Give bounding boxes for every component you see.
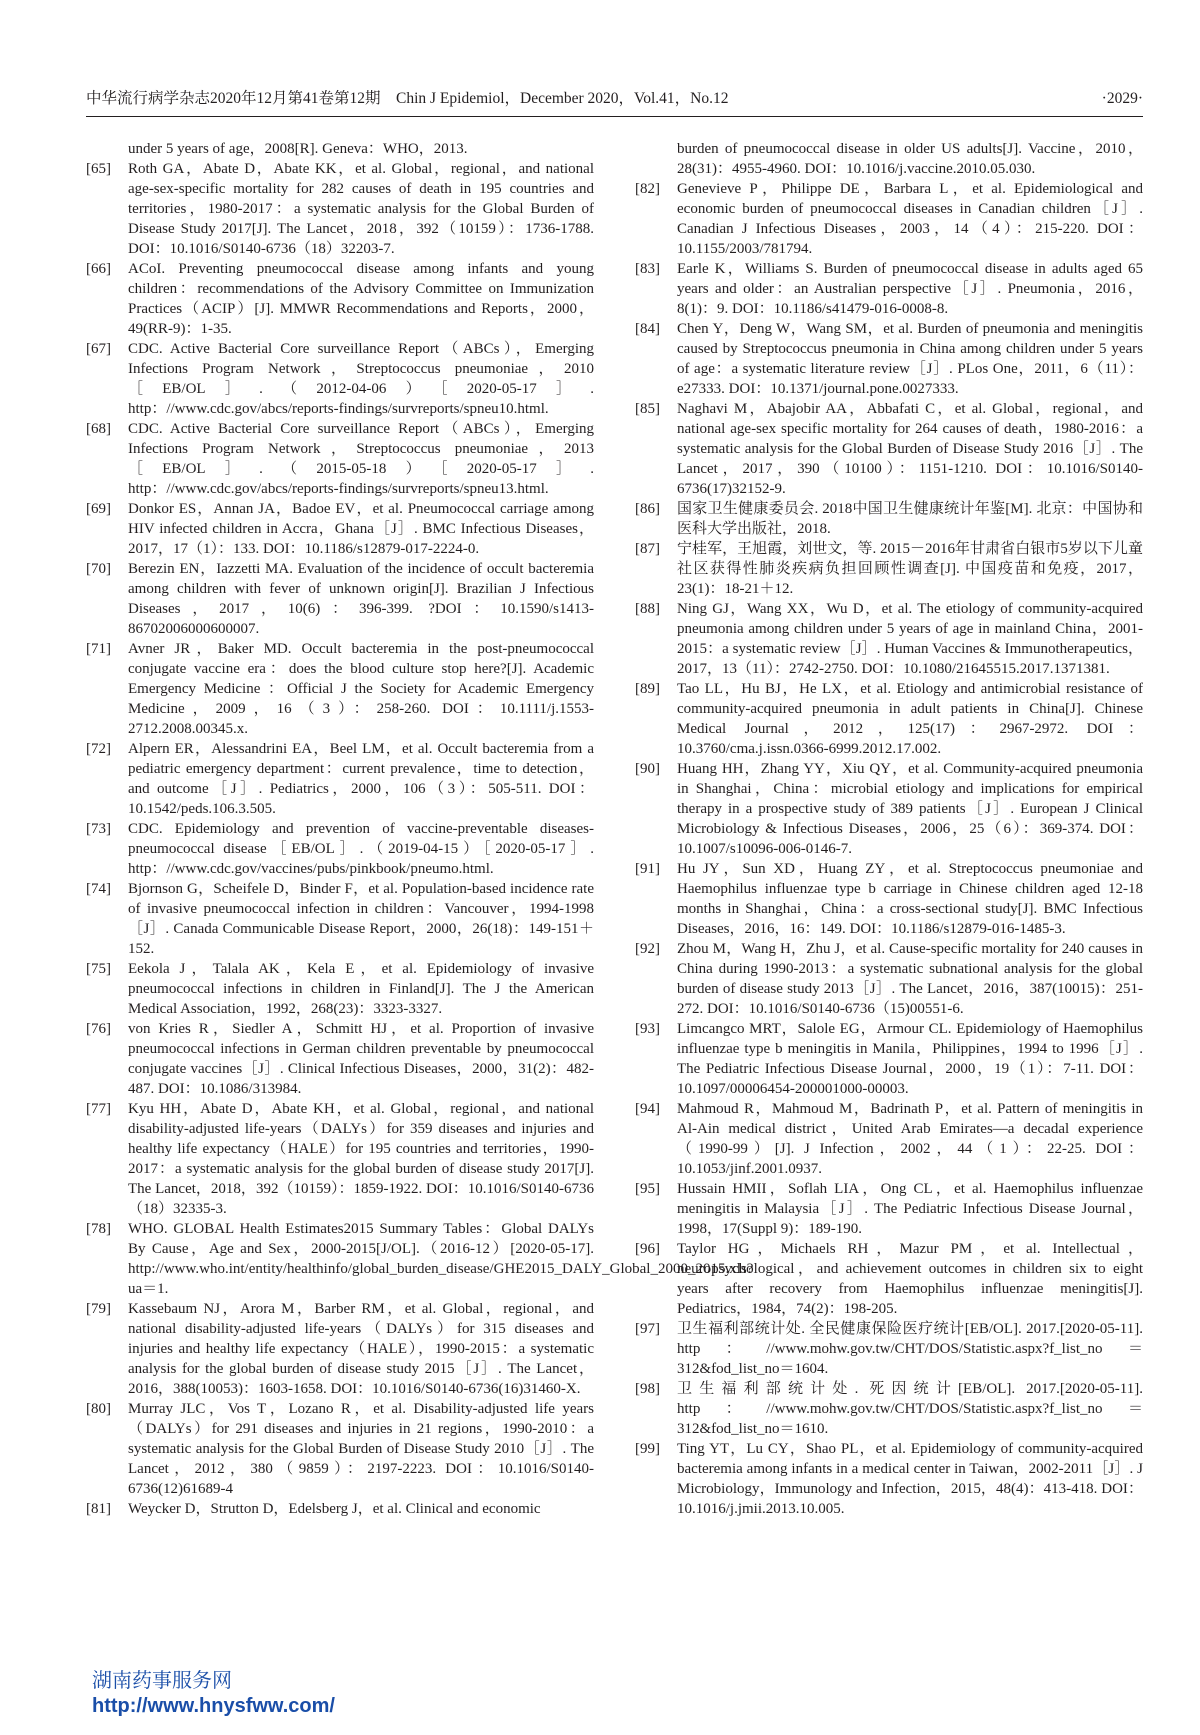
reference-entry <box>86 739 594 819</box>
reference-text: 卫生福利部统计处. 全民健康保险医疗统计[EB/OL]. 2017.[2020-05-11]. http：//www.mohw.gov.tw/CHT/DOS/Statistic.aspx?f_list_no＝312&fod_list_no＝1604. <box>677 1321 1143 1377</box>
reference-entry <box>86 1099 594 1219</box>
reference-entry <box>86 1399 594 1499</box>
reference-entry <box>86 819 594 879</box>
reference-entry <box>635 859 1143 939</box>
reference-number: [92] <box>635 941 660 957</box>
reference-entry <box>635 319 1143 399</box>
reference-number: [65] <box>86 161 111 177</box>
reference-number: [82] <box>635 181 660 197</box>
reference-number: [83] <box>635 261 660 277</box>
reference-number: [72] <box>86 741 111 757</box>
reference-number: [99] <box>635 1441 660 1457</box>
reference-number: [94] <box>635 1101 660 1117</box>
reference-entry <box>86 879 594 959</box>
reference-entry <box>86 1299 594 1399</box>
reference-text: Roth GA，Abate D，Abate KK，et al. Global，regional，and national age-sex-specific mortality for 282 causes of death in 195 countries and territories，1980-2017：a systematic analysis for the Global Burden of Disease Study 2017[J]. The Lancet，2018，392（10159）：1736-1788. DOI：10.1016/S0140-6736（18）32203-7. <box>128 161 594 257</box>
reference-text: Tao LL，Hu BJ，He LX，et al. Etiology and antimicrobial resistance of community-acquired pneumonia in adult patients in China[J]. Chinese Medical Journal，2012，125(17)：2967-2972. DOI：10.3760/cma.j.issn.0366-6999.2012.17.002. <box>677 681 1143 757</box>
reference-number: [71] <box>86 641 111 657</box>
reference-number: [80] <box>86 1401 111 1417</box>
reference-entry <box>635 1379 1143 1439</box>
reference-entry <box>86 639 594 739</box>
reference-entry <box>86 1019 594 1099</box>
reference-entry <box>86 499 594 559</box>
reference-number: [78] <box>86 1221 111 1237</box>
reference-entry <box>635 499 1143 539</box>
reference-text: Alpern ER，Alessandrini EA，Beel LM，et al. Occult bacteremia from a pediatric emergency department：current prevalence，time to detection，and outcome［J］. Pediatrics，2000，106（3）：505-511. DOI：10.1542/peds.106.3.505. <box>128 741 594 817</box>
reference-text: 国家卫生健康委员会. 2018中国卫生健康统计年鉴[M]. 北京：中国协和医科大学出版社，2018. <box>677 501 1143 537</box>
reference-text: Zhou M，Wang H，Zhu J，et al. Cause-specific mortality for 240 causes in China during 1990-2013：a systematic subnational analysis for the global burden of disease study 2013［J］. The Lancet，2016，387(10015)：251-272. DOI：10.1016/S0140-6736（15)00551-6. <box>677 941 1143 1017</box>
reference-entry <box>635 599 1143 679</box>
header-rule <box>86 116 1143 117</box>
reference-text: CDC. Active Bacterial Core surveillance Report（ABCs），Emerging Infections Program Network，Streptococcus pneumoniae，2010［EB/OL］.（2012-04-06）［2020-05-17］. http：//www.cdc.gov/abcs/reports-findings/survreports/spneu10.html. <box>128 341 594 417</box>
reference-entry <box>635 1019 1143 1099</box>
journal-citation: 中华流行病学杂志2020年12月第41卷第12期 Chin J Epidemiol，December 2020，Vol.41，No.12 <box>86 90 729 107</box>
reference-text: Limcangco MRT，Salole EG，Armour CL. Epidemiology of Haemophilus influenzae type b meningitis in Manila，Philippines，1994 to 1996［J］. The Pediatric Infectious Disease Journal，2000，19（1）：7-11. DOI：10.1097/00006454-200001000-00003. <box>677 1021 1143 1097</box>
reference-number: [74] <box>86 881 111 897</box>
reference-entry <box>86 559 594 639</box>
reference-number: [98] <box>635 1381 660 1397</box>
reference-number: [75] <box>86 961 111 977</box>
reference-entry <box>635 939 1143 1019</box>
reference-number: [69] <box>86 501 111 517</box>
reference-entry <box>635 679 1143 759</box>
reference-number: [90] <box>635 761 660 777</box>
reference-number: [85] <box>635 401 660 417</box>
reference-text: Hu JY，Sun XD，Huang ZY，et al. Streptococcus pneumoniae and Haemophilus influenzae type b carriage in Chinese children aged 12-18 months in Shanghai，China：a cross-sectional study[J]. BMC Infectious Diseases，2016，16：149. DOI：10.1186/s12879-016-1485-3. <box>677 861 1143 937</box>
reference-number: [95] <box>635 1181 660 1197</box>
reference-entry <box>635 539 1143 599</box>
reference-text: Mahmoud R，Mahmoud M，Badrinath P，et al. Pattern of meningitis in Al-Ain medical district，United Arab Emirates—a decadal experience（1990-99）[J]. J Infection，2002，44（1）：22-25. DOI：10.1053/jinf.2001.0937. <box>677 1101 1143 1177</box>
reference-entry <box>635 1239 1143 1319</box>
reference-continuation: burden of pneumococcal disease in older US adults[J]. Vaccine，2010，28(31)：4955-4960. DOI：10.1016/j.vaccine.2010.05.030. <box>677 141 1143 177</box>
reference-text: 宁桂军，王旭霞，刘世文，等. 2015－2016年甘肃省白银市5岁以下儿童社区获得性肺炎疾病负担回顾性调查[J]. 中国疫苗和免疫，2017，23(1)：18-21＋12. <box>677 541 1143 597</box>
page-number: ·2029· <box>1101 90 1143 107</box>
reference-text: Naghavi M，Abajobir AA，Abbafati C，et al. Global，regional，and national age-sex specific mortality for 264 causes of death，1980-2016：a systematic analysis for the Global Burden of Disease Study 2016［J］. The Lancet，2017，390（10100）：1151-1210. DOI：10.1016/S0140-6736(17)32152-9. <box>677 401 1143 497</box>
reference-text: CDC. Active Bacterial Core surveillance Report（ABCs），Emerging Infections Program Network，Streptococcus pneumoniae，2013［EB/OL］.（2015-05-18）［2020-05-17］. http：//www.cdc.gov/abcs/reports-findings/survreports/spneu13.html. <box>128 421 594 497</box>
reference-number: [70] <box>86 561 111 577</box>
reference-text: Berezin EN，Iazzetti MA. Evaluation of the incidence of occult bacteremia among children with fever of unknown origin[J]. Brazilian J Infectious Diseases，2017，10(6)：396-399. ?DOI：10.1590/s1413-86702006000600007. <box>128 561 594 637</box>
watermark-url: http://www.hnysfww.com/ <box>92 1695 335 1717</box>
reference-number: [73] <box>86 821 111 837</box>
reference-text: Ning GJ，Wang XX，Wu D，et al. The etiology of community-acquired pneumonia among children under 5 years of age in mainland China，2001-2015：a systematic review［J］. Human Vaccines & Immunotherapeutics，2017，13（11）：2742-2750. DOI：10.1080/21645515.2017.1371381. <box>677 601 1143 677</box>
reference-entry <box>86 1499 594 1519</box>
reference-text: Huang HH，Zhang YY，Xiu QY，et al. Community-acquired pneumonia in Shanghai，China：microbial etiology and implications for empirical therapy in a prospective study of 389 patients［J］. European J Clinical Microbiology & Infectious Diseases，2006，25（6）：369-374. DOI：10.1007/s10096-006-0146-7. <box>677 761 1143 857</box>
reference-text: Kassebaum NJ，Arora M，Barber RM，et al. Global，regional，and national disability-adjusted life-years（DALYs）for 315 diseases and injuries and healthy life expectancy（HALE），1990-2015：a systematic analysis for the global burden of disease study 2015［J］. The Lancet，2016，388(10053)：1603-1658. DOI：10.1016/S0140-6736(16)31460-X. <box>128 1301 594 1397</box>
reference-number: [67] <box>86 341 111 357</box>
reference-entry <box>635 179 1143 259</box>
reference-number: [93] <box>635 1021 660 1037</box>
reference-number: [84] <box>635 321 660 337</box>
watermark-site-name: 湖南药事服务网 <box>92 1668 232 1692</box>
reference-number: [68] <box>86 421 111 437</box>
reference-text: Kyu HH，Abate D，Abate KH，et al. Global，regional，and national disability-adjusted life-years（DALYs）for 359 diseases and injuries and healthy life expectancy（HALE）for 195 countries and territories，1990-2017：a systematic analysis for the global burden of disease study 2017[J]. The Lancet，2018，392（10159）：1859-1922. DOI：10.1016/S0140-6736（18）32335-3. <box>128 1101 594 1217</box>
reference-entry <box>635 1099 1143 1179</box>
reference-number: [87] <box>635 541 660 557</box>
reference-text: CDC. Epidemiology and prevention of vaccine-preventable diseases-pneumococcal disease［EB/OL］.（2019-04-15）［2020-05-17］. http：//www.cdc.gov/vaccines/pubs/pinkbook/pneumo.html. <box>128 821 594 877</box>
reference-entry <box>86 339 594 419</box>
reference-entry <box>86 159 594 259</box>
reference-text: Earle K，Williams S. Burden of pneumococcal disease in adults aged 65 years and older：an Australian perspective［J］. Pneumonia，2016，8(1)：9. DOI：10.1186/s41479-016-0008-8. <box>677 261 1143 317</box>
reference-continuation: under 5 years of age，2008[R]. Geneva：WHO，2013. <box>128 141 468 157</box>
reference-entry <box>86 959 594 1019</box>
reference-number: [77] <box>86 1101 111 1117</box>
reference-text: von Kries R，Siedler A，Schmitt HJ，et al. Proportion of invasive pneumococcal infections in German children preventable by pneumococcal conjugate vaccines［J］. Clinical Infectious Diseases，2000，31(2)：482-487. DOI：10.1086/313984. <box>128 1021 594 1097</box>
reference-text: Hussain HMII，Soflah LIA，Ong CL，et al. Haemophilus influenzae meningitis in Malaysia［J］. The Pediatric Infectious Disease Journal，1998，17(Suppl 9)：189-190. <box>677 1181 1143 1237</box>
reference-number: [81] <box>86 1501 111 1517</box>
reference-entry <box>635 1319 1143 1379</box>
reference-number: [97] <box>635 1321 660 1337</box>
reference-text: Taylor HG，Michaels RH，Mazur PM，et al. Intellectual，neuropsychological，and achievement outcomes in children six to eight years after recovery from Haemophilus influenzae meningitis[J]. Pediatrics，1984，74(2)：198-205. <box>677 1241 1143 1317</box>
reference-number: [89] <box>635 681 660 697</box>
reference-text: Ting YT，Lu CY，Shao PL，et al. Epidemiology of community-acquired bacteremia among infants in a medical center in Taiwan，2002-2011［J］. J Microbiology，Immunology and Infection，2015，48(4)：413-418. DOI：10.1016/j.jmii.2013.10.005. <box>677 1441 1143 1517</box>
site-watermark <box>92 1667 335 1719</box>
reference-number: [88] <box>635 601 660 617</box>
reference-text: 卫生福利部统计处. 死因统计[EB/OL]. 2017.[2020-05-11]. http：//www.mohw.gov.tw/CHT/DOS/Statistic.aspx?f_list_no＝312&fod_list_no＝1610. <box>677 1381 1143 1437</box>
reference-number: [91] <box>635 861 660 877</box>
reference-text: Eekola J，Talala AK，Kela E，et al. Epidemiology of invasive pneumococcal infections in children in Finland[J]. The J the American Medical Association，1992，268(23)：3323-3327. <box>128 961 594 1017</box>
reference-text: Weycker D，Strutton D，Edelsberg J，et al. Clinical and economic <box>128 1501 541 1517</box>
running-header <box>86 88 1143 110</box>
reference-entry <box>635 759 1143 859</box>
reference-number: [66] <box>86 261 111 277</box>
reference-entry <box>635 1179 1143 1239</box>
reference-number: [96] <box>635 1241 660 1257</box>
reference-number: [76] <box>86 1021 111 1037</box>
reference-number: [79] <box>86 1301 111 1317</box>
reference-entry <box>86 419 594 499</box>
reference-text: ACoI. Preventing pneumococcal disease among infants and young children：recommendations of the Advisory Committee on Immunization Practices（ACIP）[J]. MMWR Recommendations and Reports，2000，49(RR-9)：1-35. <box>128 261 594 337</box>
reference-entry <box>635 399 1143 499</box>
reference-text: Murray JLC，Vos T，Lozano R，et al. Disability-adjusted life years（DALYs）for 291 diseases and injuries in 21 regions，1990-2010：a systematic analysis for the Global Burden of Disease Study 2010［J］. The Lancet，2012，380（9859）：2197-2223. DOI：10.1016/S0140-6736(12)61689-4 <box>128 1401 594 1497</box>
reference-entry <box>635 1439 1143 1519</box>
reference-text: Bjornson G，Scheifele D，Binder F，et al. Population-based incidence rate of invasive pneumococcal infection in children：Vancouver，1994-1998［J］. Canada Communicable Disease Report，2000，26(18)：149-151＋152. <box>128 881 594 957</box>
reference-text: Chen Y，Deng W，Wang SM，et al. Burden of pneumonia and meningitis caused by Streptococcus pneumonia in China among children under 5 years of age：a systematic literature review［J］. PLos One，2011，6（11）：e27333. DOI：10.1371/journal.pone.0027333. <box>677 321 1143 397</box>
reference-entry <box>86 259 594 339</box>
right-column <box>635 139 1143 1519</box>
reference-number: [86] <box>635 501 660 517</box>
reference-text: WHO. GLOBAL Health Estimates2015 Summary Tables：Global DALYs By Cause，Age and Sex，2000-2015[J/OL].（2016-12）[2020-05-17]. http://www.who.int/entity/healthinfo/global_burden_disease/GHE2015_DALY_Global_2000_2015.xls?ua＝1. <box>128 1221 754 1297</box>
reference-text: Donkor ES，Annan JA，Badoe EV，et al. Pneumococcal carriage among HIV infected children in Accra，Ghana［J］. BMC Infectious Diseases，2017，17（1）：133. DOI：10.1186/s12879-017-2224-0. <box>128 501 594 557</box>
reference-text: Genevieve P，Philippe DE，Barbara L，et al. Epidemiological and economic burden of pneumococcal diseases in Canadian children［J］. Canadian J Infectious Diseases，2003，14（4）：215-220. DOI：10.1155/2003/781794. <box>677 181 1143 257</box>
reference-entry <box>635 259 1143 319</box>
reference-text: Avner JR，Baker MD. Occult bacteremia in the post-pneumococcal conjugate vaccine era：does the blood culture stop here?[J]. Academic Emergency Medicine ：Official J the Society for Academic Emergency Medicine，2009，16（3）：258-260. DOI：10.1111/j.1553-2712.2008.00345.x. <box>128 641 594 737</box>
